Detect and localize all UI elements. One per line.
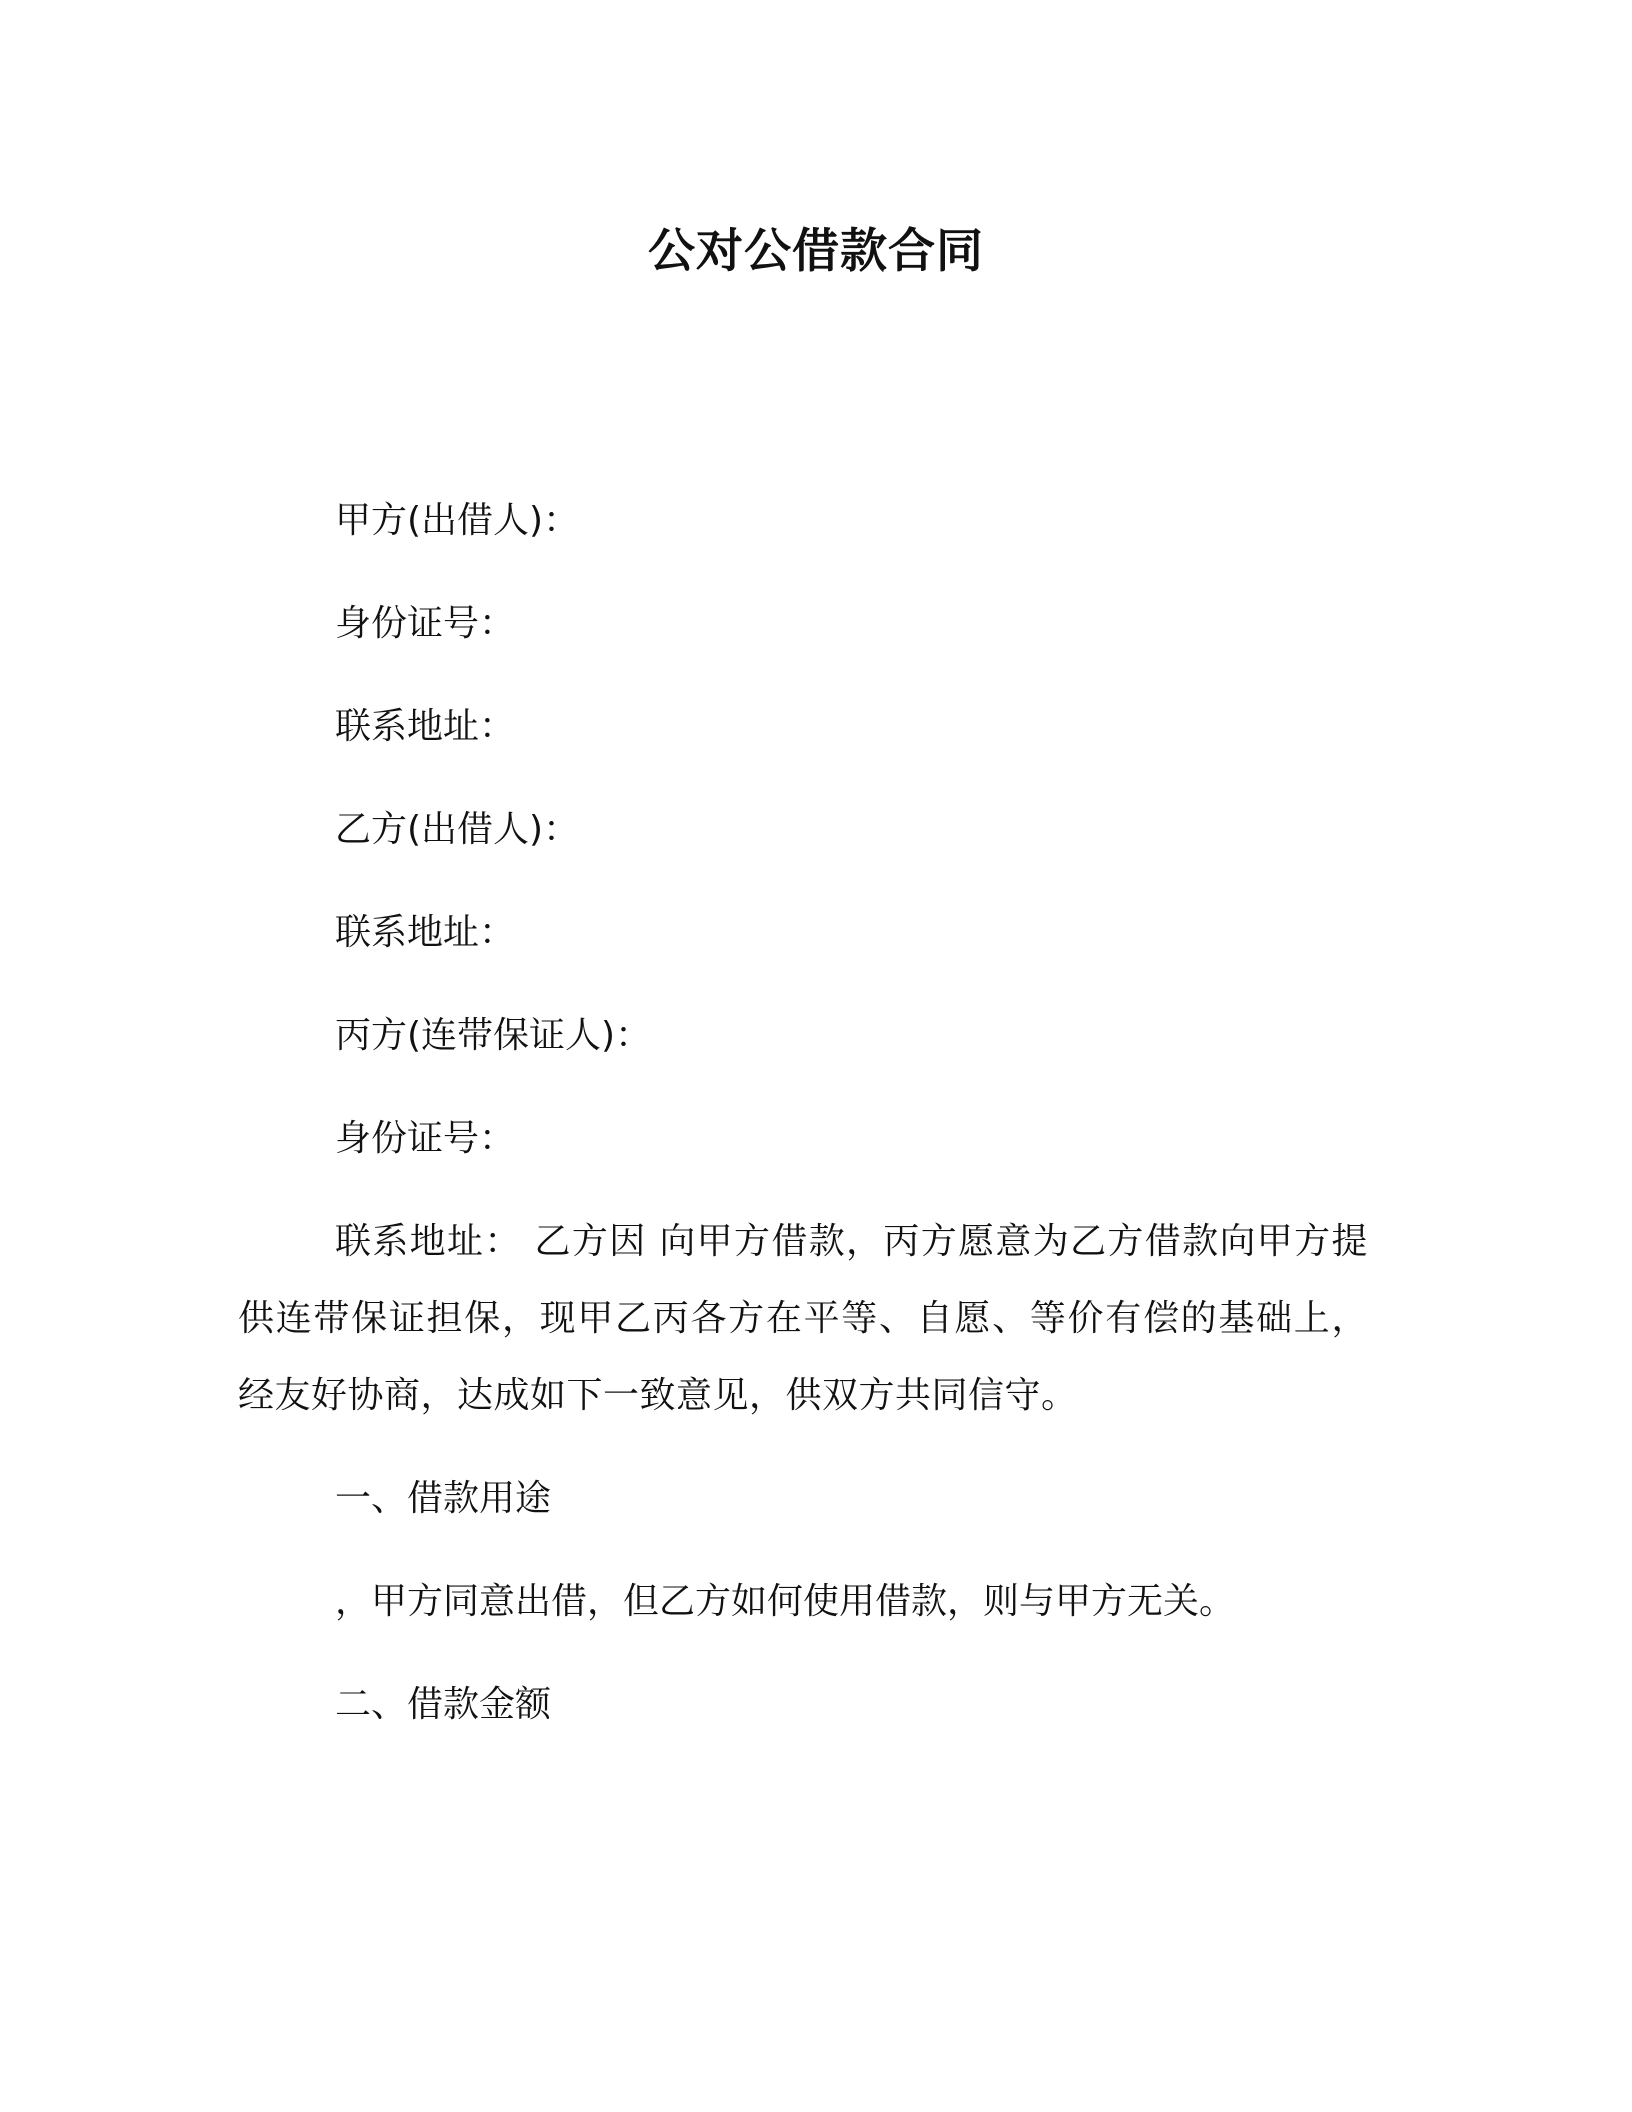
intro-paragraph: 联系地址： 乙方因 向甲方借款，丙方愿意为乙方借款向甲方提供连带保证担保，现甲乙丙各方在平等、自愿、等价有偿的基础上，经友好协商，达成如下一致意见，供双方共同信守。 <box>238 1221 1368 1416</box>
section-heading-purpose: 一、借款用途 <box>335 1478 552 1519</box>
section-body-purpose: ，甲方同意出借，但乙方如何使用借款，则与甲方无关。 <box>335 1581 1236 1622</box>
field-party-c: 丙方(连带保证人)： <box>335 1015 652 1056</box>
field-party-b: 乙方(出借人)： <box>335 809 580 850</box>
section-heading-amount: 二、借款金额 <box>335 1684 552 1725</box>
field-id-number-c: 身份证号： <box>335 1118 516 1159</box>
document-title: 公对公借款合同 <box>648 224 984 279</box>
field-address-b: 联系地址： <box>335 912 516 953</box>
field-party-a: 甲方(出借人)： <box>335 500 580 541</box>
field-address: 联系地址： <box>335 706 516 747</box>
field-id-number: 身份证号： <box>335 603 516 644</box>
